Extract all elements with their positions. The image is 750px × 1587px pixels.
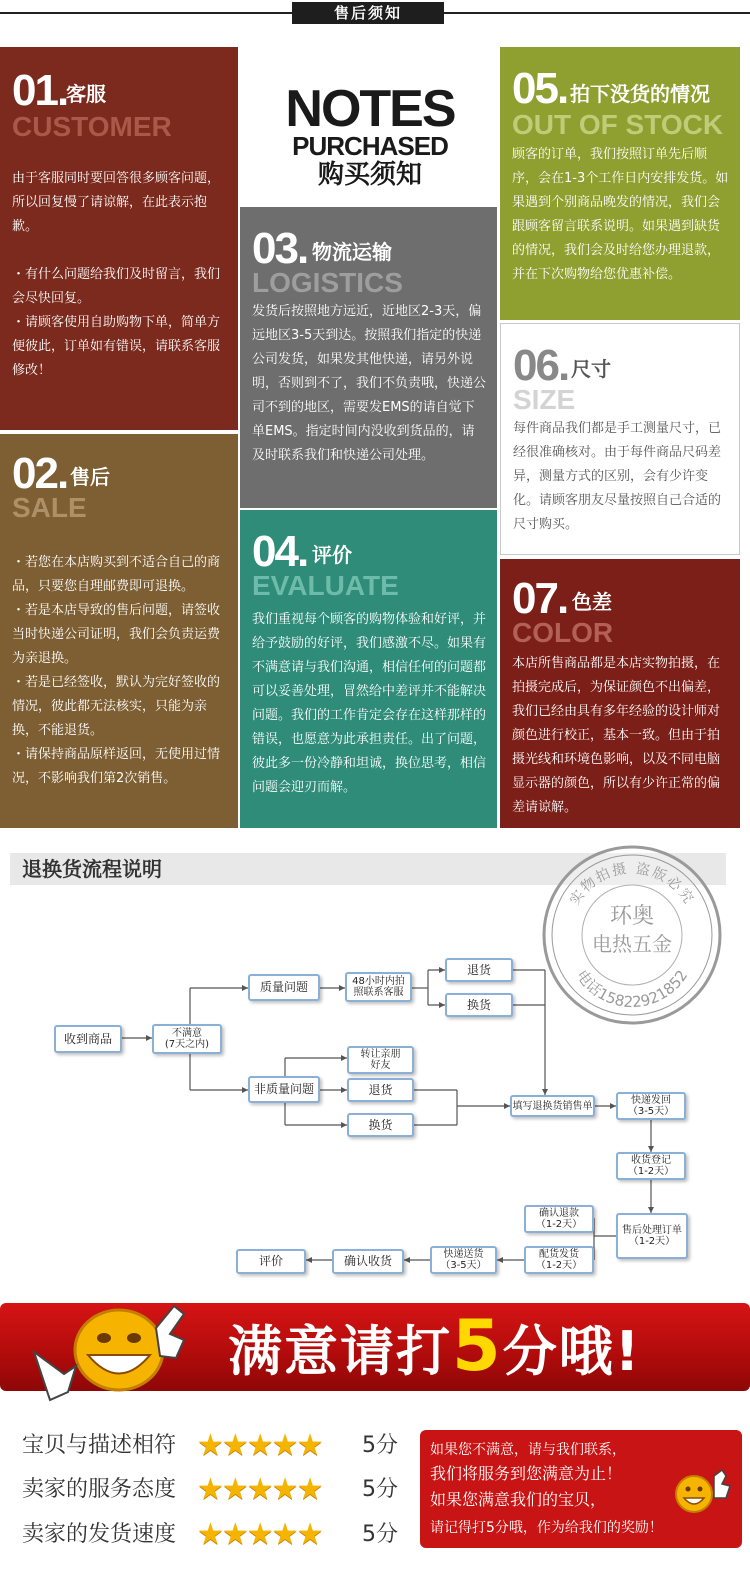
message-line: 我们将服务到您满意为止！ (430, 1464, 623, 1483)
card-subtitle-en: CUSTOMER (12, 111, 172, 142)
customer-service-card (0, 47, 238, 430)
card-title: 色差 (572, 590, 612, 614)
card-paragraph: ・请顾客使用自助购物下单，简单方便彼此，订单如有错误，请联系客服修改！ (12, 315, 221, 378)
notes-logo-cn: 购买须知 (317, 160, 422, 190)
stamp-ring-text: 实物拍摄 盗版必究 (566, 860, 698, 909)
rating-score: 5分 (362, 1477, 398, 1502)
stamp-phone: 电话15822921852 (572, 966, 692, 1012)
card-number: 01. (12, 66, 68, 115)
flow-step-after-sale: 售后处理订单 （1-2天） (616, 1213, 688, 1259)
card-paragraph: 我们重视每个顾客的购物体验和好评，并给予鼓励的好评，我们感激不尽。如果有不满意请与我们沟通，相信任何的问题都可以妥善处理，冒然给中差评并不能解决问题。我们的工作肯定会存在这样那样的错误，也愿意为此承担责任。出了问题，彼此多一份冷静和坦诚，换位思考，相信问题会迎刃而解。 (252, 612, 487, 795)
card-number: 05. (512, 64, 568, 113)
flow-step-non-quality-issue: 非质量问题 (248, 1076, 320, 1103)
rating-label: 卖家的发货速度 (22, 1522, 177, 1547)
rating-score: 5分 (362, 1433, 398, 1458)
rating-stars-icon: ★★★★★ (197, 1472, 322, 1507)
card-subtitle-en: OUT OF STOCK (512, 109, 724, 140)
card-paragraph: 每件商品我们都是手工测量尺寸，已经很准确核对。由于每件商品尺码差异，测量方式的区别，会有少许变化。请顾客朋友尽量按照自己合适的尺寸购买。 (513, 421, 722, 532)
stamp-line-2: 电热五金 (592, 932, 672, 956)
card-title: 售后 (70, 465, 110, 489)
card-body (513, 417, 729, 537)
card-paragraph: ・若是已经签收，默认为完好签收的情况，彼此都无法核实，只能为亲换，不能退货。 (12, 675, 221, 738)
page-title: 售后须知 (292, 2, 444, 24)
card-paragraph: 顾客的订单，我们按照订单先后顺序，会在1-3个工作日内安排发货。如果遇到个别商品晚发的情况，我们会跟顾客留言联系说明。如果遇到缺货的情况，我们会及时给您办理退款，并在下次购物给您优惠补偿。 (512, 147, 729, 282)
flow-step-express-deliver: 快递送货 （3-5天） (430, 1246, 497, 1274)
flow-step-exchange: 换货 (445, 993, 513, 1017)
flow-step-unsatisfied: 不满意 (7天之内) (152, 1024, 222, 1054)
card-number: 07. (512, 574, 568, 623)
message-line: 如果您满意我们的宝贝， (430, 1490, 607, 1509)
logistics-card (240, 207, 497, 508)
notes-logo-subtitle: PURCHASED (292, 131, 448, 161)
after-sale-card (0, 434, 238, 828)
flow-step-quality-issue: 质量问题 (248, 974, 320, 1001)
flow-step-receive-register: 收货登记 （1-2天） (616, 1152, 686, 1180)
card-title: 评价 (312, 543, 352, 567)
card-title: 尺寸 (571, 357, 611, 381)
banner-text-before: 满意请打 (228, 1320, 452, 1383)
flow-step-fill-form: 填写退换货销售单 (510, 1095, 595, 1117)
color-card (500, 559, 740, 828)
card-subtitle-en: SALE (12, 492, 87, 523)
card-number: 03. (252, 224, 308, 273)
card-number: 06. (513, 341, 569, 390)
card-title: 拍下没货的情况 (570, 82, 710, 106)
notes-logo: NOTES (285, 80, 455, 138)
card-body (512, 652, 730, 820)
out-of-stock-card (500, 47, 740, 320)
flow-step-exchange-2: 换货 (347, 1113, 414, 1137)
flow-step-review: 评价 (236, 1249, 306, 1274)
flow-step-confirm-refund: 确认退款 （1-2天） (524, 1205, 594, 1233)
satisfaction-message-box (420, 1430, 742, 1548)
card-paragraph: 本店所售商品都是本店实物拍摄，在拍摄完成后，为保证颜色不出偏差，我们已经由具有多年经验的设计师对颜色进行校正，基本一致。但由于拍摄光线和环境色影响，以及不同电脑显示器的颜色，所以有少许正常的偏差请谅解。 (512, 656, 721, 815)
flow-section-title: 退换货流程说明 (22, 857, 162, 881)
stamp-line-1: 环奥 (609, 904, 655, 929)
flow-step-return: 退货 (445, 958, 513, 982)
card-paragraph: ・若您在本店购买到不适合自己的商品，只要您自理邮费即可退换。 (12, 555, 221, 594)
rating-stars-icon: ★★★★★ (197, 1517, 322, 1552)
rating-label: 卖家的服务态度 (22, 1477, 177, 1502)
card-title: 客服 (66, 82, 106, 106)
flow-step-confirm-receipt: 确认收货 (332, 1249, 404, 1274)
card-number: 02. (12, 449, 68, 498)
smiley-thumbs-up-icon (24, 1300, 194, 1420)
card-paragraph: 发货后按照地方远近，近地区2-3天，偏远地区3-5天到达。按照我们指定的快递公司发货，如果发其他快递，请另外说明，否则到不了，我们不负责哦，快递公司不到的地区，需要发EMS的请自觉下单EMS。指定时间内没收到货品的，请及时联系我们和快递公司处理。 (252, 304, 487, 463)
message-line: 请记得打5分哦，作为给我们的奖励！ (430, 1520, 663, 1536)
card-body (252, 608, 487, 800)
banner-five: 5 (452, 1305, 503, 1387)
card-subtitle-en: LOGISTICS (252, 267, 403, 298)
card-paragraph: ・请保持商品原样返回，无使用过情况，不影响我们第2次销售。 (12, 747, 221, 786)
message-line: 如果您不满意，请与我们联系， (430, 1442, 626, 1458)
card-body (12, 551, 228, 791)
card-body (252, 300, 487, 468)
card-paragraph: ・若是本店导致的售后问题，请签收当时快递公司证明，我们会负责运费为亲退换。 (12, 603, 221, 666)
size-card (500, 323, 740, 555)
card-body (12, 167, 228, 383)
banner-headline (228, 1305, 642, 1387)
rating-score: 5分 (362, 1522, 398, 1547)
flow-step-receive: 收到商品 (54, 1025, 122, 1053)
card-paragraph: ・有什么问题给我们及时留言，我们会尽快回复。 (12, 267, 221, 306)
banner-text-after: 分哦! (502, 1320, 642, 1383)
flow-step-return-2: 退货 (347, 1078, 414, 1102)
card-body (512, 143, 730, 287)
card-number: 04. (252, 527, 308, 576)
card-subtitle-en: COLOR (512, 617, 614, 648)
card-subtitle-en: SIZE (513, 384, 576, 415)
card-title: 物流运输 (312, 240, 392, 264)
rating-stars-icon: ★★★★★ (197, 1428, 322, 1463)
card-paragraph: 由于客服同时要回答很多顾客问题，所以回复慢了请谅解，在此表示抱歉。 (12, 171, 221, 234)
rating-label: 宝贝与描述相符 (22, 1433, 177, 1458)
flow-step-contact-service: 48小时内拍 照联系客服 (345, 972, 412, 1002)
evaluate-card (240, 510, 497, 828)
flow-step-ship-back: 快递发回 （3-5天） (616, 1092, 686, 1120)
card-subtitle-en: EVALUATE (252, 570, 399, 601)
flow-step-transfer: 转让亲朋 好友 (347, 1046, 414, 1074)
flow-step-dispatch: 配货发货 （1-2天） (524, 1246, 594, 1274)
watermark-stamp (540, 843, 724, 1027)
smiley-thumbs-up-icon (670, 1468, 734, 1516)
